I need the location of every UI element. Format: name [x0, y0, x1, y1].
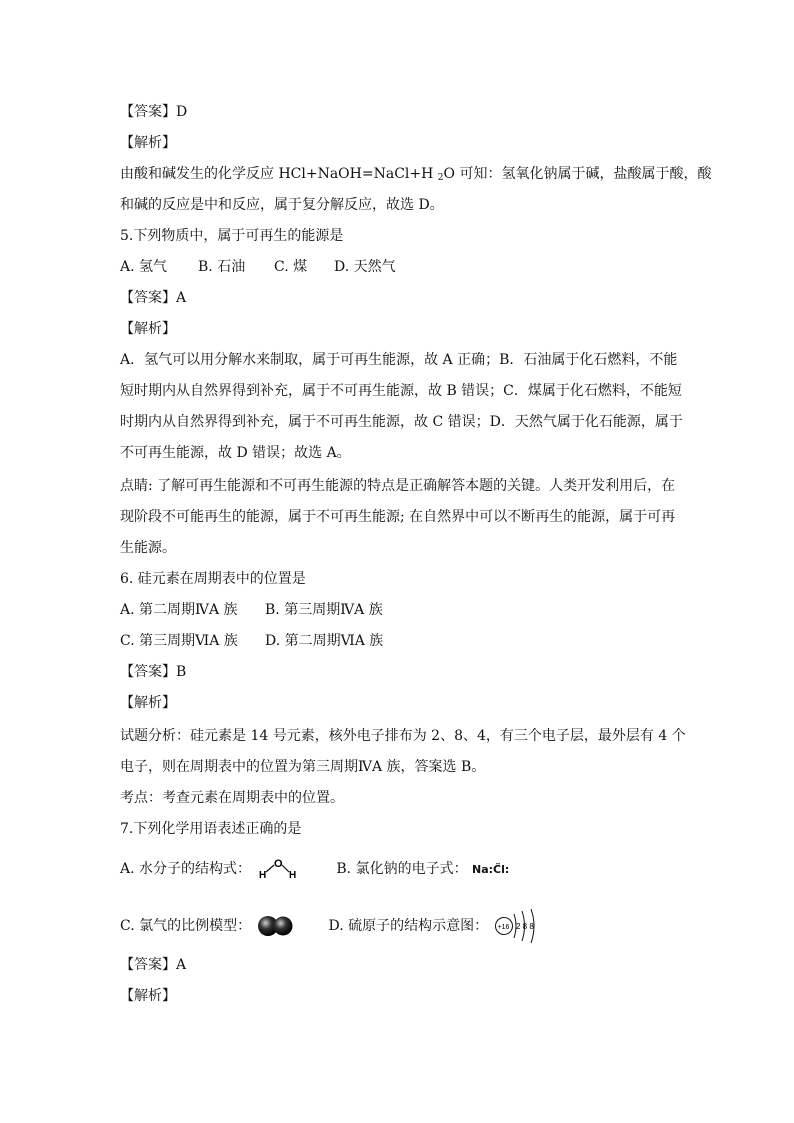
q6-option-c: C. 第三周期ⅥA 族	[120, 633, 238, 649]
q6-option-d: D. 第二周期ⅥA 族	[265, 633, 384, 649]
question-5: 5.下列物质中，属于可再生的能源是	[120, 228, 344, 244]
q5-option-a: A. 氢气	[120, 259, 168, 275]
question-6: 6. 硅元素在周期表中的位置是	[120, 571, 306, 587]
answer-q6: 【答案】B	[120, 664, 187, 680]
water-structural-formula-icon	[255, 856, 305, 882]
q7-option-c: C. 氯气的比例模型：	[120, 918, 252, 934]
tip-q5-line3: 生能源。	[120, 540, 176, 556]
analysis-q5-line1: A．氢气可以用分解水来制取，属于可再生能源，故 A 正确；B．石油属于化石燃料，不能	[120, 352, 678, 368]
water-o-label: O	[274, 858, 284, 870]
question-6-options-row2	[120, 631, 383, 651]
question-5-options	[120, 257, 396, 277]
exam-point-q6: 考点：考查元素在周期表中的位置。	[120, 790, 344, 806]
water-h2-label: H	[289, 870, 297, 881]
q7-option-d: D. 硫原子的结构示意图：	[328, 918, 489, 934]
analysis-title-q5: 【解析】	[120, 321, 176, 337]
q5-option-b: B. 石油	[198, 259, 246, 275]
analysis-q4-line2: 和碱的反应是中和反应，属于复分解反应，故选 D。	[120, 197, 444, 213]
analysis-q5-line3: 时期内从自然界得到补充，属于不可再生能源，故 C 错误；D．天然气属于化石能源，属于	[120, 414, 683, 430]
q5-option-c: C. 煤	[274, 259, 308, 275]
question-6-options-row1	[120, 600, 383, 620]
q7-option-a: A. 水分子的结构式：	[120, 861, 252, 877]
s-shell-electrons: 2 8 8	[515, 922, 534, 931]
question-7: 7.下列化学用语表述正确的是	[120, 821, 302, 837]
analysis-q5-line4: 不可再生能源，故 D 错误；故选 A。	[120, 445, 351, 461]
answer-q7: 【答案】A	[120, 957, 187, 973]
analysis-q6-line2: 电子，则在周期表中的位置为第三周期ⅣA 族，答案选 B。	[120, 759, 486, 775]
chlorine-space-filling-model-icon	[256, 913, 298, 939]
analysis-q5-line2: 短时期内从自然界得到补充，属于不可再生能源，故 B 错误；C．煤属于化石燃料，不能短	[120, 383, 682, 399]
q6-option-a: A. 第二周期ⅣA 族	[120, 602, 238, 618]
analysis-q4-line1-b: O 可知：氢氧化钠属于碱，盐酸属于酸，酸	[443, 166, 712, 182]
tip-q5-line2: 现阶段不可能再生的能源，属于不可再生能源; 在自然界中可以不断再生的能源，属于可再	[120, 509, 676, 525]
answer-q4: 【答案】D	[120, 104, 188, 120]
question-7-options-row1	[120, 856, 509, 882]
q5-option-d: D. 天然气	[334, 259, 396, 275]
water-h1-label: H	[259, 870, 267, 881]
sulfur-atom-structure-icon	[493, 906, 543, 946]
subscript-2: 2	[437, 173, 444, 183]
analysis-title-q6: 【解析】	[120, 695, 176, 711]
analysis-title-q7: 【解析】	[120, 988, 176, 1004]
answer-q5: 【答案】A	[120, 290, 187, 306]
question-7-options-row2	[120, 906, 543, 946]
analysis-q6-line1: 试题分析：硅元素是 14 号元素，核外电子排布为 2、8、4，有三个电子层，最外层有 4 个	[120, 728, 686, 744]
nacl-electron-formula: Na:C̈l:	[472, 863, 510, 876]
analysis-q4-line1	[120, 164, 711, 188]
analysis-q4-line1-a: 由酸和碱发生的化学反应 HCl+NaOH=NaCl+H	[120, 166, 438, 182]
s-nucleus-label: +16	[497, 924, 509, 931]
q7-option-b: B. 氯化钠的电子式：	[336, 861, 468, 877]
tip-q5-line1: 点睛: 了解可再生能源和不可再生能源的特点是正确解答本题的关键。人类开发利用后，在	[120, 478, 676, 494]
q6-option-b: B. 第三周期ⅣA 族	[265, 602, 383, 618]
analysis-title-q4: 【解析】	[120, 135, 176, 151]
